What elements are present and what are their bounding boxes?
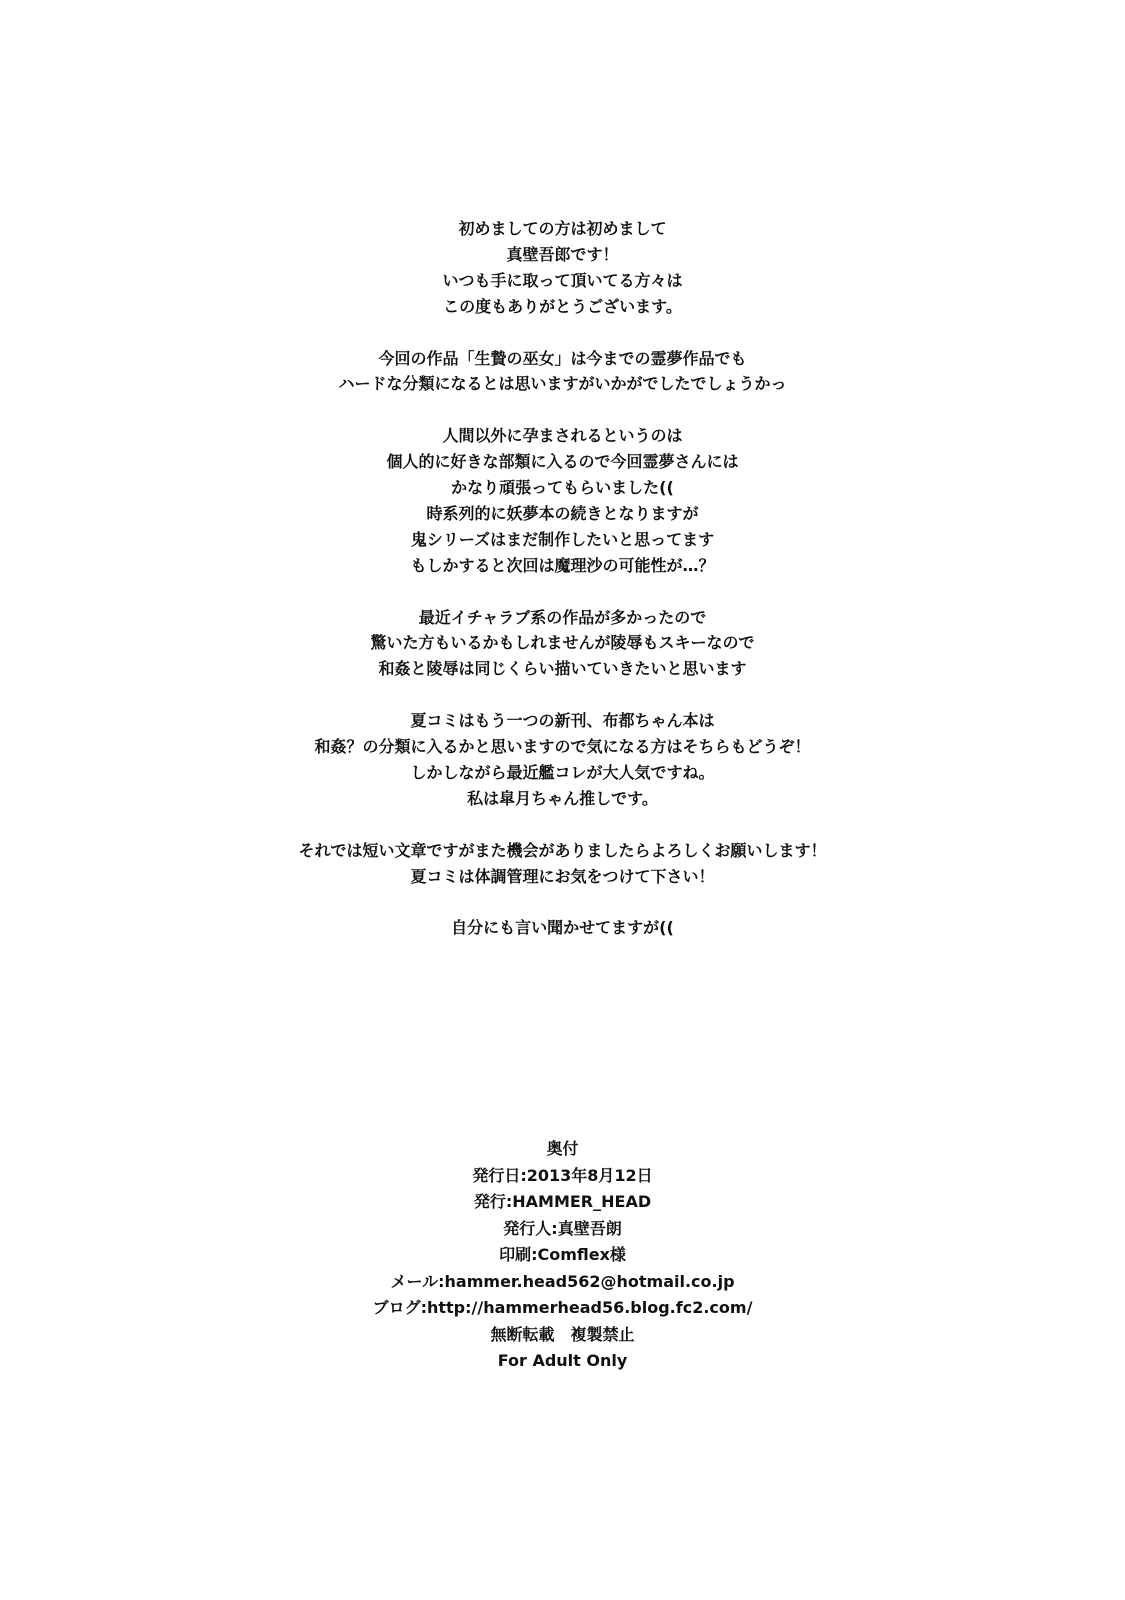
afterword-paragraph-2 (0, 346, 1125, 398)
afterword-line: 私は皐月ちゃん推しです。 (467, 788, 658, 808)
afterword-line: 自分にも言い聞かせてますが(( (451, 918, 674, 938)
afterword-paragraph-4 (0, 605, 1125, 683)
afterword-line: いつも手に取って頂いてる方々は (442, 270, 683, 290)
colophon-email: メール:hammer.head562@hotmail.co.jp (390, 1271, 735, 1291)
colophon-rating: For Adult Only (497, 1351, 628, 1370)
afterword-paragraph-6 (0, 838, 1125, 890)
colophon-publish-date: 発行日:2013年8月12日 (472, 1165, 653, 1185)
afterword-line: 時系列的に妖夢本の続きとなりますが (426, 503, 699, 523)
afterword-text (0, 216, 1125, 941)
afterword-line: 和姦？の分類に入るかと思いますので気になる方はそちらもどうぞ！ (314, 737, 811, 757)
afterword-line: この度もありがとうございます。 (443, 296, 682, 316)
afterword-paragraph-1 (0, 216, 1125, 320)
colophon (0, 1136, 1125, 1375)
afterword-line: 最近イチャラブ系の作品が多かったので (418, 607, 707, 627)
afterword-line: 真壁吾郎です！ (506, 244, 619, 264)
afterword-line: それでは短い文章ですがまた機会がありましたらよろしくお願いします！ (298, 840, 827, 860)
afterword-line: 夏コミは体調管理にお気をつけて下さい！ (410, 866, 715, 886)
colophon-blog: ブログ:http://hammerhead56.blog.fc2.com/ (372, 1298, 753, 1317)
colophon-publisher: 発行:HAMMER_HEAD (473, 1192, 652, 1211)
colophon-author: 発行人:真壁吾朗 (503, 1218, 622, 1238)
colophon-notice: 無断転載 複製禁止 (490, 1324, 635, 1344)
afterword-line: 和姦と陵辱は同じくらい描いていきたいと思います (378, 659, 747, 679)
afterword-paragraph-7 (0, 915, 1125, 941)
afterword-line: 今回の作品「生贄の巫女」は今までの霊夢作品でも (378, 348, 747, 368)
colophon-printer: 印刷:Comflex様 (499, 1245, 626, 1264)
afterword-line: 鬼シリーズはまだ制作したいと思ってます (410, 529, 715, 549)
colophon-title: 奥付 (546, 1139, 579, 1158)
afterword-paragraph-5 (0, 708, 1125, 812)
afterword-line: 個人的に好きな部類に入るので今回霊夢さんには (386, 452, 739, 472)
afterword-line: 夏コミはもう一つの新刊、布都ちゃん本は (410, 711, 715, 731)
afterword-line: 人間以外に孕まされるというのは (442, 426, 683, 446)
afterword-line: もしかすると次回は魔理沙の可能性が…？ (410, 555, 715, 575)
afterword-line: ハードな分類になるとは思いますがいかがでしたでしょうかっ (338, 374, 787, 394)
afterword-paragraph-3 (0, 423, 1125, 578)
afterword-line: 初めましての方は初めまして (458, 219, 667, 238)
afterword-line: しかしながら最近艦コレが大人気ですね。 (410, 762, 715, 782)
afterword-line: かなり頑張ってもらいました(( (451, 478, 674, 498)
afterword-line: 驚いた方もいるかもしれませんが陵辱もスキーなので (370, 633, 755, 653)
